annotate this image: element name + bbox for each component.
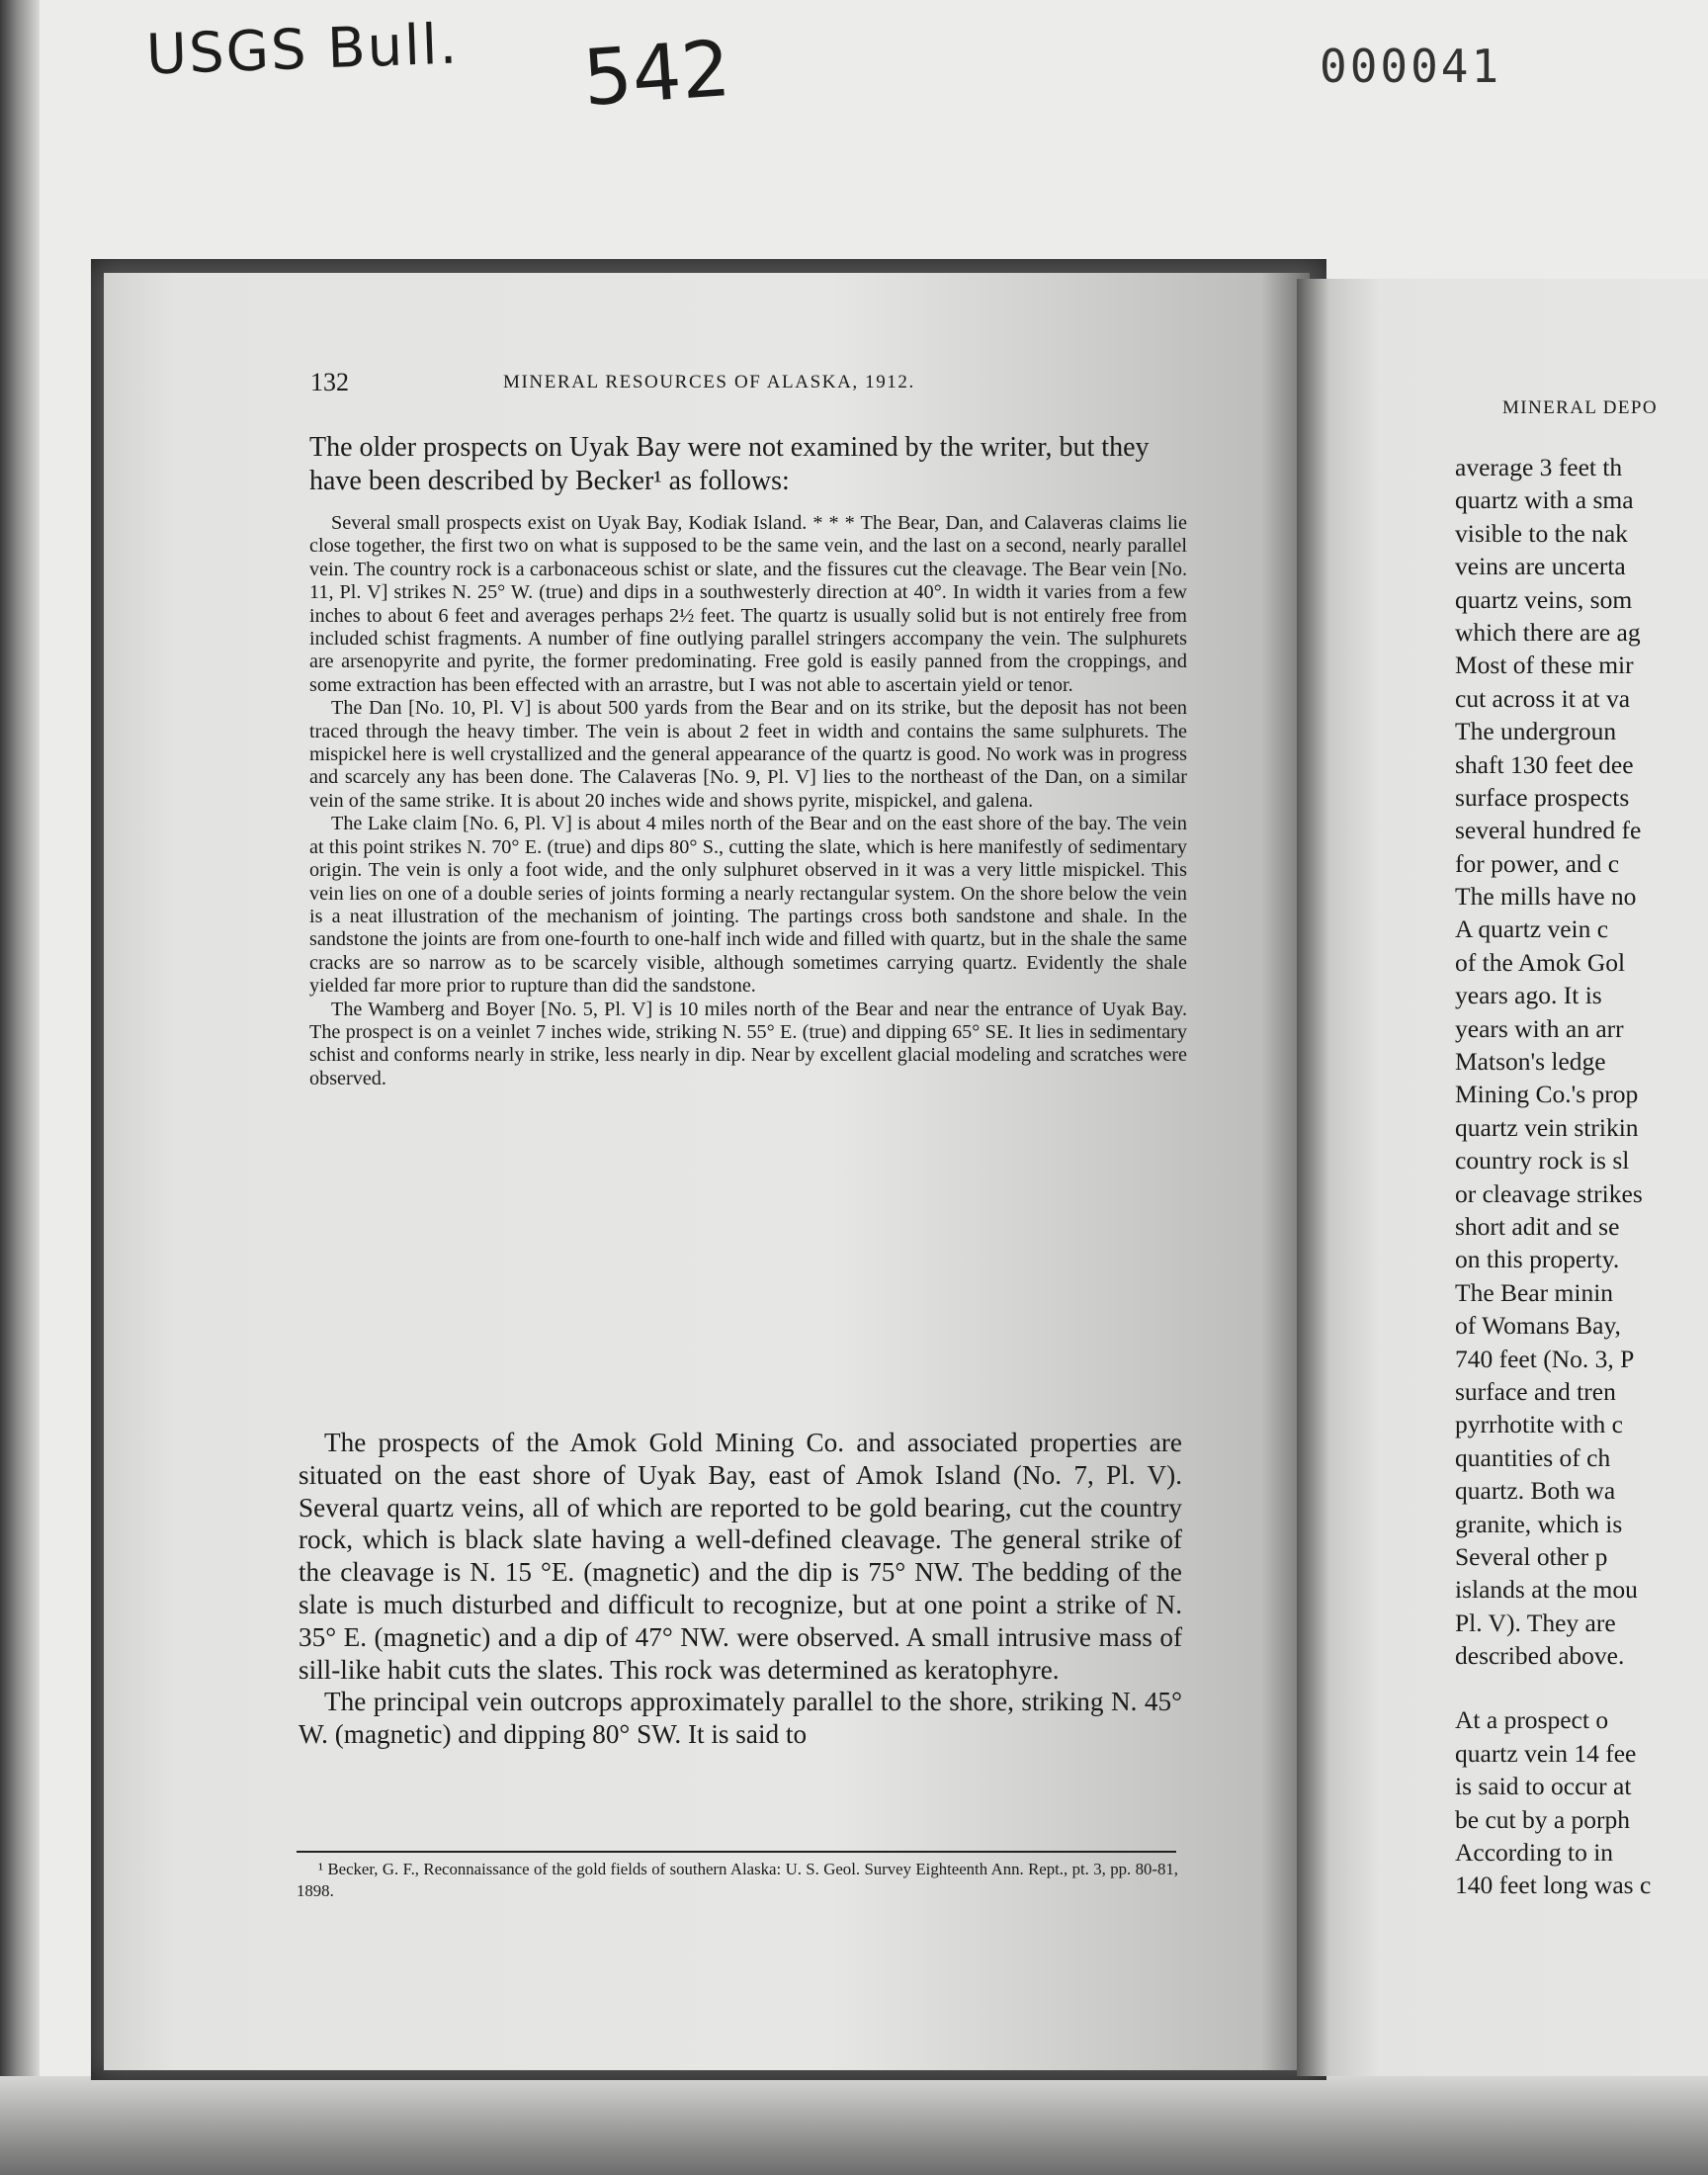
right-page-line: visible to the nak <box>1455 518 1628 548</box>
right-page-line: described above. <box>1455 1641 1625 1671</box>
right-page-line: A quartz vein c <box>1455 914 1609 944</box>
footnote-rule <box>297 1851 1176 1853</box>
right-page-line: 740 feet (No. 3, P <box>1455 1344 1635 1373</box>
handwritten-series-label: USGS Bull. <box>144 12 461 88</box>
becker-quotation <box>309 512 1187 1090</box>
left-page-header <box>310 368 1200 403</box>
right-page-line: islands at the mou <box>1455 1575 1638 1605</box>
right-page-line <box>1455 1672 1651 1688</box>
right-page-line: cut across it at va <box>1455 683 1631 713</box>
right-page-line: quartz vein 14 fee <box>1455 1738 1637 1768</box>
right-page-line: According to in <box>1455 1838 1614 1868</box>
right-page-line: several hundred fe <box>1455 816 1642 845</box>
right-page-line: for power, and c <box>1455 848 1620 878</box>
quote-paragraph-bear: Several small prospects exist on Uyak Bay, Kodiak Island. * * * The Bear, Dan, and Calaveras claims lie close together, the first two on what is supposed to be the same vein, and the last on a second, nearly parallel vein. The country rock is a carbonaceous schist or slate, and the fissures cut the cleavage. The Bear vein [No. 11, Pl. V] strikes N. 25° W. (true) and dips in a southwesterly direction at 40°. In width it varies from a few inches to about 6 feet and averages perhaps 2½ feet. The quartz is usually solid but is not entirely free from included schist fragments. A number of fine outlying parallel stringers accompany the vein. The sulphurets are arsenopyrite and pyrite, the former predominating. Free gold is easily panned from the croppings, and some extraction has been effected with an arrastre, but I was not able to ascertain yield or tenor. <box>309 512 1187 696</box>
right-page-line: quartz veins, som <box>1455 584 1633 614</box>
right-page-line <box>1455 1688 1651 1703</box>
body-text <box>299 1427 1182 1751</box>
right-page-line: short adit and se <box>1455 1211 1620 1241</box>
quote-paragraph-dan: The Dan [No. 10, Pl. V] is about 500 yards from the Bear and on its strike, but the deposit has not been traced through the heavy timber. The vein is about 2 feet in width and contains the same sulphurets. The mispickel here is well crystallized and the general appearance of the quartz is good. No work was in progress and scarcely any has been done. The Calaveras [No. 9, Pl. V] lies to the northeast of the Dan, on a similar vein of the same strike. It is about 20 inches wide and shows pyrite, mispickel, and galena. <box>309 697 1187 812</box>
right-page-line: The undergroun <box>1455 717 1617 746</box>
scan-edge-shadow <box>0 0 40 2175</box>
right-page-line: years with an arr <box>1455 1013 1624 1043</box>
quote-paragraph-wamberg: The Wamberg and Boyer [No. 5, Pl. V] is 10 miles north of the Bear and near the entrance of Uyak Bay. The prospect is on a veinlet 7 inches wide, striking N. 55° E. (true) and dipping 65° SE. It lies in sedimentary schist and conforms nearly in strike, less nearly in dip. Near by excellent glacial modeling and scratches were observed. <box>309 998 1187 1089</box>
right-page-text <box>1455 451 1651 1902</box>
quote-paragraph-lake: The Lake claim [No. 6, Pl. V] is about 4 miles north of the Bear and on the east shore of the bay. The vein at this point strikes N. 70° E. (true) and dips 80° S., cutting the slate, which is here manifestly of sedimentary origin. The vein is only a foot wide, and the only sulphuret observed in it was a very little mispickel. This vein lies on one of a double series of joints forming a nearly rectangular system. On the shore below the vein is a neat illustration of the mechanism of jointing. The partings cross both sandstone and shale. In the sandstone the joints are from one-fourth to one-half inch wide and filled with quartz, but in the shale the same cracks are so narrow as to be scarcely visible, although sometimes carrying quartz. Evidently the shale yielded far more prior to rupture than did the sandstone. <box>309 813 1187 998</box>
right-page-line: which there are ag <box>1455 617 1641 647</box>
right-page-line: quartz vein strikin <box>1455 1112 1639 1142</box>
right-page-line: pyrrhotite with c <box>1455 1410 1623 1439</box>
right-page-line: surface and tren <box>1455 1376 1616 1406</box>
right-page-line: average 3 feet th <box>1455 453 1623 481</box>
right-page-line: Several other p <box>1455 1541 1608 1571</box>
right-page-line: years ago. It is <box>1455 981 1602 1010</box>
right-page-line: Mining Co.'s prop <box>1455 1080 1639 1109</box>
right-page-line: surface prospects <box>1455 782 1630 812</box>
right-page-line: quantities of ch <box>1455 1442 1611 1472</box>
handwritten-bulletin-number: 542 <box>580 24 733 125</box>
right-page-line: The mills have no <box>1455 882 1637 912</box>
right-page-line: Matson's ledge <box>1455 1047 1606 1077</box>
right-page-line: quartz with a sma <box>1455 485 1634 515</box>
right-page-line: is said to occur at <box>1455 1772 1632 1801</box>
body-paragraph-principal-vein: The principal vein outcrops approximately parallel to the shore, striking N. 45° W. (magnetic) and dipping 80° SW. It is said to <box>299 1687 1182 1750</box>
right-page-line: shaft 130 feet dee <box>1455 749 1634 779</box>
right-page-line: The Bear minin <box>1455 1277 1614 1307</box>
right-page-line: be cut by a porph <box>1455 1804 1631 1834</box>
right-page-line: granite, which is <box>1455 1509 1623 1538</box>
right-page-line: Pl. V). They are <box>1455 1608 1616 1637</box>
right-page-line: At a prospect o <box>1455 1705 1609 1735</box>
right-page-line: country rock is sl <box>1455 1146 1630 1175</box>
footnote: ¹ Becker, G. F., Reconnaissance of the gold fields of southern Alaska: U. S. Geol. Survey Eighteenth Ann. Rept., pt. 3, pp. 80-81, 1898. <box>297 1860 1178 1900</box>
right-page-line: of the Amok Gol <box>1455 947 1626 977</box>
scan-bottom-shadow <box>0 2076 1708 2175</box>
right-page-line: or cleavage strikes <box>1455 1178 1643 1208</box>
right-page-line: of Womans Bay, <box>1455 1311 1621 1341</box>
body-paragraph-amok: The prospects of the Amok Gold Mining Co. and associated properties are situated on the east shore of Uyak Bay, east of Amok Island (No. 7, Pl. V). Several quartz veins, all of which are reported to be gold bearing, cut the country rock, which is black slate having a well-defined cleavage. The general strike of the cleavage is N. 15 °E. (magnetic) and the dip is 75° NW. The bedding of the slate is much disturbed and difficult to recognize, but at one point a strike of N. 35° E. (magnetic) and a dip of 47° NW. were observed. A small intrusive mass of sill-like habit cuts the slates. This rock was determined as keratophyre. <box>299 1428 1182 1685</box>
right-running-head: MINERAL DEPO <box>1502 397 1659 418</box>
archive-stamp-number: 000041 <box>1320 40 1502 93</box>
right-page-line: 140 feet long was c <box>1455 1870 1652 1900</box>
right-page-line: on this property. <box>1455 1245 1620 1274</box>
right-page-line: quartz. Both wa <box>1455 1476 1616 1506</box>
right-page-line: Most of these mir <box>1455 651 1634 680</box>
page-number: 132 <box>310 368 349 396</box>
intro-paragraph: The older prospects on Uyak Bay were not examined by the writer, but they have been described by Becker¹ as follows: <box>309 432 1150 496</box>
right-page-line: veins are uncerta <box>1455 552 1626 581</box>
running-head: MINERAL RESOURCES OF ALASKA, 1912. <box>503 372 915 392</box>
